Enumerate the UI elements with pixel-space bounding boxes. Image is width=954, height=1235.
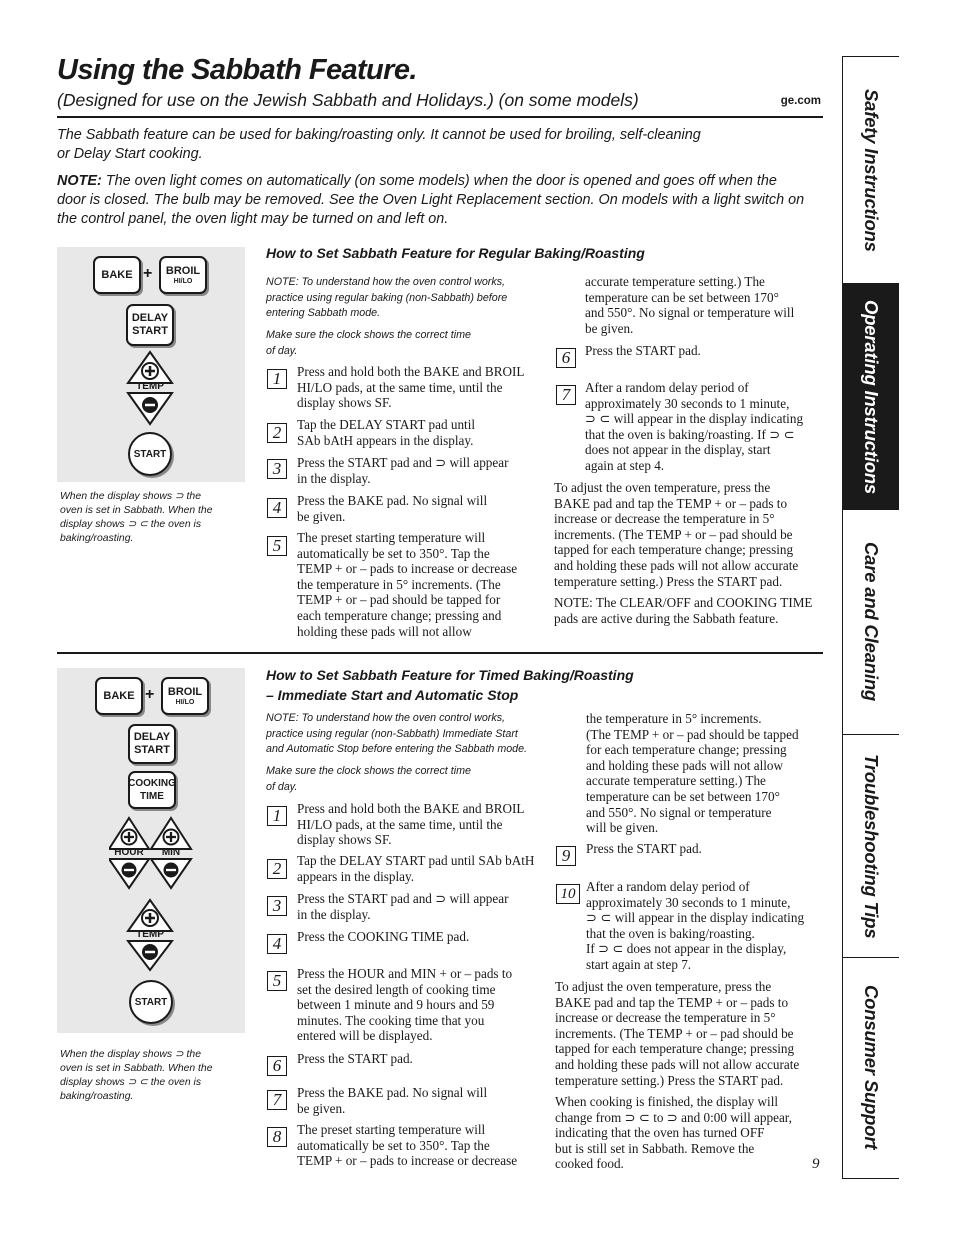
adjust-temp-text: To adjust the oven temperature, press the BAKE pad and tap the TEMP + or – pads to increase or decrease the temperature in 5° increments. (The TEMP + or – pad should be tapped for each temperature change; pressing and holding these pads will not allow accurate temperature setting.) Press the START pad. xyxy=(555,979,800,1088)
step-number: 7 xyxy=(267,1090,287,1110)
section1-note: NOTE: To understand how the oven control works, practice using regular baking (non-Sabbath) before entering Sabbath mode. xyxy=(266,276,508,319)
step-number: 2 xyxy=(267,859,287,879)
step-number: 9 xyxy=(556,846,576,866)
step-number: 4 xyxy=(267,498,287,518)
temp-label: TEMP xyxy=(136,381,164,392)
step-number: 5 xyxy=(267,971,287,991)
step-text: After a random delay period of approximately 30 seconds to 1 minute, ⊃ ⊂ will appear in the display indicating that the oven is baking/roasting. If ⊃ ⊂ does not appear in the display, start again at step 7. xyxy=(586,879,805,972)
broil-pad: BROIL HI/LO xyxy=(159,256,207,294)
min-label: MIN xyxy=(161,847,181,858)
header-rule xyxy=(57,116,823,118)
step-number: 5 xyxy=(267,536,287,556)
bake-pad: BAKE xyxy=(95,677,143,715)
intro-note: NOTE: The oven light comes on automatically (on some models) when the door is opened and goes off when the door is closed. The bulb may be removed. See the Oven Light Replacement section. On models with a light switch on the control panel, the oven light may be turned on and left on. xyxy=(57,173,805,227)
plus-sign: + xyxy=(143,265,153,282)
step-number: 2 xyxy=(267,423,287,443)
section1-clock-note: Make sure the clock shows the correct time of day. xyxy=(266,329,471,357)
step8-continued: the temperature in 5° increments. (The TEMP + or – pad should be tapped for each temperature change; pressing and holding these pads will not allow accurate temperature setting.) The temperature can be set between 170° and 550°. No signal or temperature will be given. xyxy=(586,711,799,836)
step-text: After a random delay period of approximately 30 seconds to 1 minute, ⊃ ⊂ will appear in the display indicating that the oven is baking/roasting. If ⊃ ⊂ does not appear in the display, start again at step 4. xyxy=(585,380,804,473)
hour-label: HOUR xyxy=(114,847,144,858)
step-text: Press the START pad and ⊃ will appear in the display. xyxy=(297,455,509,486)
tab-consumer-support[interactable]: Consumer Support xyxy=(861,985,882,1150)
section-sidebar xyxy=(842,56,899,1179)
tab-troubleshooting-tips[interactable]: Troubleshooting Tips xyxy=(843,735,899,958)
page-title: Using the Sabbath Feature. xyxy=(57,54,417,86)
step-text: Press and hold both the BAKE and BROIL HI/LO pads, at the same time, until the display shows SF. xyxy=(297,801,525,848)
temp-label: TEMP xyxy=(136,929,164,940)
section1-heading: How to Set Sabbath Feature for Regular Baking/Roasting xyxy=(266,245,645,261)
step-number: 6 xyxy=(556,348,576,368)
step-number: 3 xyxy=(267,459,287,479)
step-text: Press the COOKING TIME pad. xyxy=(297,929,470,944)
page-subtitle: (Designed for use on the Jewish Sabbath and Holidays.) (on some models) xyxy=(57,90,639,110)
active-pads-note: NOTE: The CLEAR/OFF and COOKING TIME pads are active during the Sabbath feature. xyxy=(554,595,813,626)
tab-safety-instructions[interactable]: Safety Instructions xyxy=(843,57,899,284)
step-text: Press the BAKE pad. No signal will be given. xyxy=(297,1085,488,1116)
page-number: 9 xyxy=(812,1156,820,1172)
bake-pad: BAKE xyxy=(93,256,141,294)
delay-start-pad: DELAY START xyxy=(128,724,176,764)
section2-clock-note: Make sure the clock shows the correct time of day. xyxy=(266,765,471,793)
cooking-time-pad: COOKING TIME xyxy=(128,771,176,809)
intro-text: The Sabbath feature can be used for baking/roasting only. It cannot be used for broiling, self-cleaning or Delay Start cooking. xyxy=(57,127,701,162)
delay-start-pad: DELAY START xyxy=(126,304,174,346)
tab-care-and-cleaning[interactable]: Care and Cleaning xyxy=(843,510,899,735)
step-text: The preset starting temperature will automatically be set to 350°. Tap the TEMP + or – pads to increase or decrease xyxy=(297,1122,518,1169)
step-number: 7 xyxy=(556,385,576,405)
step-text: Press the BAKE pad. No signal will be given. xyxy=(297,493,488,524)
step-number: 6 xyxy=(267,1056,287,1076)
step-text: Press the START pad. xyxy=(297,1051,413,1066)
step-text: Press and hold both the BAKE and BROIL HI/LO pads, at the same time, until the display shows SF. xyxy=(297,364,525,411)
site-link[interactable]: ge.com xyxy=(780,95,821,107)
section2-heading: How to Set Sabbath Feature for Timed Baking/Roasting – Immediate Start and Automatic Stop xyxy=(266,667,634,703)
note-label: NOTE: xyxy=(57,173,102,189)
tab-operating-instructions[interactable]: Operating Instructions xyxy=(843,284,899,510)
broil-pad: BROIL HI/LO xyxy=(161,677,209,715)
sabbath-caption: When the display shows ⊃ the oven is set in Sabbath. When the display shows ⊃ ⊂ the oven is baking/roasting. xyxy=(60,491,213,544)
step-number: 1 xyxy=(267,806,287,826)
start-pad: START xyxy=(128,432,172,476)
step-text: Press the START pad and ⊃ will appear in the display. xyxy=(297,891,509,922)
step5-continued: accurate temperature setting.) The temperature can be set between 170° and 550°. No signal or temperature will be given. xyxy=(585,274,795,336)
sabbath-caption: When the display shows ⊃ the oven is set in Sabbath. When the display shows ⊃ ⊂ the oven is baking/roasting. xyxy=(60,1049,213,1102)
finish-text: When cooking is finished, the display will change from ⊃ ⊂ to ⊃ and 0:00 will appear, indicating that the oven has turned OFF but is still set in Sabbath. Remove the cooked food. xyxy=(555,1094,792,1172)
step-number: 1 xyxy=(267,369,287,389)
step-text: Tap the DELAY START pad until SAb bAtH appears in the display. xyxy=(297,853,535,884)
section-divider xyxy=(57,652,823,654)
plus-sign: + xyxy=(145,686,155,703)
step-number: 10 xyxy=(556,884,580,904)
step-number: 3 xyxy=(267,896,287,916)
step-number: 4 xyxy=(267,934,287,954)
step-text: Press the START pad. xyxy=(585,343,701,358)
step-text: The preset starting temperature will automatically be set to 350°. Tap the TEMP + or – pads to increase or decrease the temperature in 5° increments. (The TEMP + or – pad should be tapped for each temperature change; pressing and holding these pads will not allow xyxy=(297,530,518,639)
step-text: Press the HOUR and MIN + or – pads to set the desired length of cooking time between 1 minute and 9 hours and 59 minutes. The cooking time that you entered will be displayed. xyxy=(297,966,513,1044)
start-pad: START xyxy=(129,980,173,1024)
step-number: 8 xyxy=(267,1127,287,1147)
step-text: Tap the DELAY START pad until SAb bAtH appears in the display. xyxy=(297,417,476,448)
section2-note: NOTE: To understand how the oven control works, practice using regular (non-Sabbath) Immediate Start and Automatic Stop before entering the Sabbath mode. xyxy=(266,712,528,755)
adjust-temp-text: To adjust the oven temperature, press the BAKE pad and tap the TEMP + or – pads to increase or decrease the temperature in 5° increments. (The TEMP + or – pad should be tapped for each temperature change; pressing and holding these pads will not allow accurate temperature setting.) Press the START pad. xyxy=(554,480,799,589)
step-text: Press the START pad. xyxy=(586,841,702,856)
